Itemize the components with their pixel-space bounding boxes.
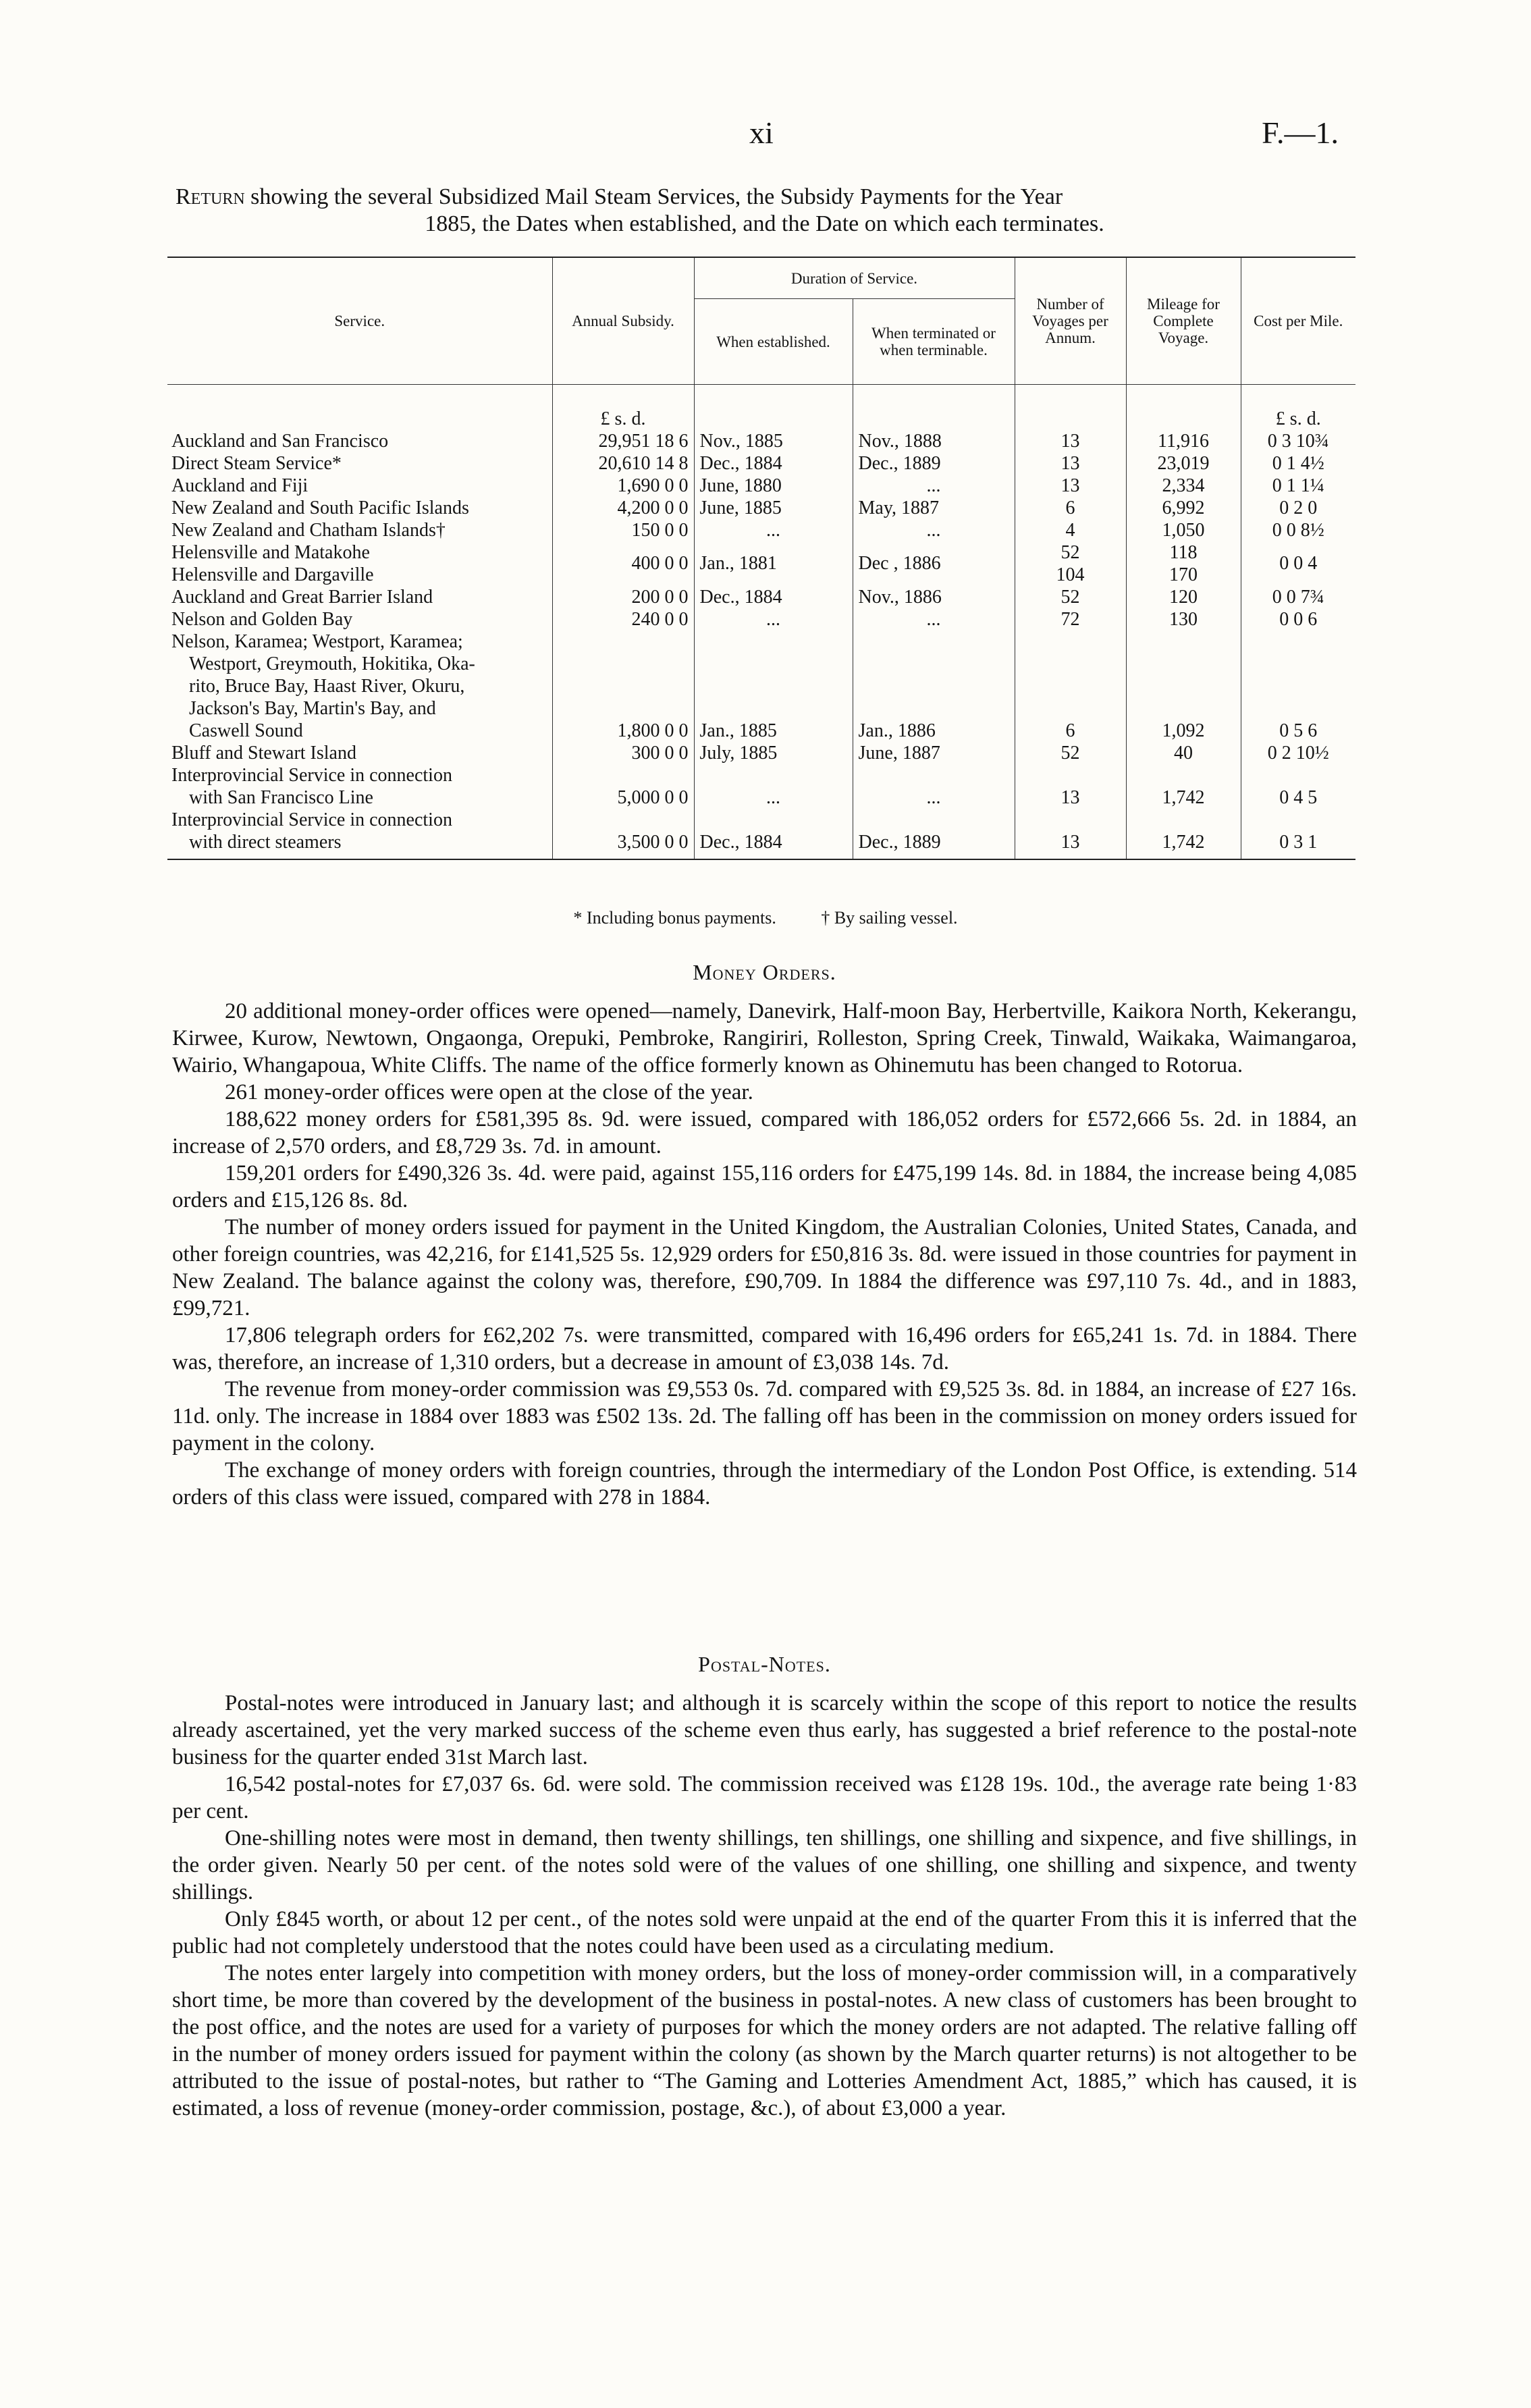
- cost-value: 0 0 7¾: [1272, 587, 1324, 608]
- money-orders-section: [172, 959, 1357, 1511]
- subsidy-value: 400 0 0: [631, 553, 689, 574]
- header-when-terminated: When terminated or when terminable.: [853, 299, 1015, 385]
- service-name-continued: Caswell Sound: [189, 720, 303, 741]
- terminated-value: Nov., 1888: [858, 431, 942, 452]
- cell-mileage: [1126, 764, 1241, 809]
- cell-service: [167, 452, 552, 475]
- table-row: [167, 631, 1355, 742]
- postal-notes-section: [172, 1651, 1357, 2122]
- cell-when-established: [694, 631, 853, 742]
- cell-when-terminated: [853, 452, 1015, 475]
- cost-value: 0 0 8½: [1272, 520, 1324, 541]
- cell-when-established: [694, 764, 853, 809]
- service-name-continued: rito, Bruce Bay, Haast River, Okuru,: [189, 676, 465, 697]
- subsidy-value: 240 0 0: [631, 609, 689, 630]
- header-duration: Duration of Service.: [694, 257, 1015, 299]
- cell-service: [167, 631, 552, 742]
- cell-voyages: [1015, 631, 1126, 742]
- voyages-value: 13: [1060, 431, 1080, 452]
- cell-when-established: [694, 497, 853, 519]
- cell-service: [167, 608, 552, 631]
- cell-when-established: [694, 475, 853, 497]
- subsidy-value: 20,610 14 8: [598, 453, 689, 474]
- cell-voyages: [1015, 586, 1126, 608]
- cell-when-established: [694, 430, 853, 452]
- cell-mileage: [1126, 497, 1241, 519]
- cell-cost-per-mile: [1241, 631, 1355, 742]
- money-orders-paragraph: 261 money-order offices were open at the close of the year.: [225, 1080, 753, 1104]
- cell-mileage: [1126, 475, 1241, 497]
- voyages-value: 72: [1060, 609, 1080, 630]
- established-value: ...: [766, 787, 780, 808]
- table-row: [167, 764, 1355, 809]
- cost-value: 0 2 0: [1279, 498, 1318, 518]
- mileage-value: 1,742: [1162, 787, 1205, 808]
- cell-when-terminated: [853, 430, 1015, 452]
- cell-annual-subsidy: [552, 497, 694, 519]
- money-orders-paragraph: 17,806 telegraph orders for £62,202 7s. were transmitted, compared with 16,496 orders for £65,241 1s. 7d. in 1884. There was, therefore, an increase of 1,310 orders, but a decrease in amount of £3,038 14s. 7d.: [172, 1323, 1357, 1374]
- cell-annual-subsidy: [552, 586, 694, 608]
- money-orders-paragraph: The exchange of money orders with foreign countries, through the intermediary of the London Post Office, is extending. 514 orders of this class were issued, compared with 278 in 1884.: [172, 1458, 1357, 1509]
- cell-mileage: [1126, 430, 1241, 452]
- money-orders-paragraph: 20 additional money-order offices were opened—namely, Danevirk, Half-moon Bay, Herbertville, Kaikora North, Kekerangu, Kirwee, Kurow, Newtown, Ongaonga, Orepuki, Pembroke, Rangiriri, Rolleston, Spring Creek, Tinwald, Waikaka, Waimangaroa, Wairio, Whangapoua, White Cliffs. The name of the office formerly known as Ohinemutu has been changed to Rotorua.: [172, 999, 1357, 1077]
- cell-cost-per-mile: [1241, 742, 1355, 764]
- mileage-value: 23,019: [1157, 453, 1210, 474]
- cell-voyages: [1015, 541, 1126, 586]
- subsidy-value: 200 0 0: [631, 587, 689, 608]
- cell-annual-subsidy: [552, 541, 694, 586]
- cost-value: 0 0 6: [1279, 609, 1318, 630]
- established-value: Dec., 1884: [699, 832, 782, 853]
- postal-notes-paragraph: One-shilling notes were most in demand, then twenty shillings, ten shillings, one shilling and sixpence, and five shillings, in the order given. Nearly 50 per cent. of the notes sold were of the values of one shilling, one shilling and sixpence, and twenty shillings.: [172, 1826, 1357, 1904]
- units-cost: £ s. d.: [1241, 385, 1355, 431]
- postal-notes-paragraph: Postal-notes were introduced in January last; and although it is scarcely within the scope of this report to notice the results already ascertained, yet the very marked success of the scheme even thus early, has suggested a brief reference to the postal-note business for the quarter ended 31st March last.: [172, 1691, 1357, 1769]
- money-orders-heading: Money Orders.: [693, 960, 836, 984]
- mileage-value: 118: [1169, 542, 1198, 563]
- cell-when-established: [694, 541, 853, 586]
- mail-services-table: [167, 257, 1355, 860]
- established-value: July, 1885: [699, 743, 778, 764]
- subsidy-value: 4,200 0 0: [617, 498, 689, 518]
- table-row: [167, 742, 1355, 764]
- cell-cost-per-mile: [1241, 475, 1355, 497]
- service-name-continued: with San Francisco Line: [189, 787, 373, 808]
- cell-when-terminated: [853, 809, 1015, 859]
- service-name-continued: Jackson's Bay, Martin's Bay, and: [189, 698, 436, 719]
- cell-voyages: [1015, 742, 1126, 764]
- cell-when-established: [694, 742, 853, 764]
- cell-service: [167, 430, 552, 452]
- cell-annual-subsidy: [552, 631, 694, 742]
- units-subsidy: £ s. d.: [552, 385, 694, 431]
- established-value: Jan., 1881: [699, 553, 777, 574]
- footnote-sailing: † By sailing vessel.: [821, 908, 958, 928]
- header-mileage: Mileage for Complete Voyage.: [1126, 257, 1241, 385]
- table-row: [167, 430, 1355, 452]
- established-value: Dec., 1884: [699, 587, 782, 608]
- cell-cost-per-mile: [1241, 519, 1355, 541]
- cell-voyages: [1015, 452, 1126, 475]
- subsidy-value: 300 0 0: [631, 743, 689, 764]
- voyages-value: 52: [1060, 743, 1080, 764]
- cell-mileage: [1126, 631, 1241, 742]
- service-name: Nelson, Karamea; Westport, Karamea;: [171, 631, 463, 652]
- service-name: New Zealand and Chatham Islands†: [171, 520, 446, 541]
- cell-annual-subsidy: [552, 430, 694, 452]
- cell-service: [167, 475, 552, 497]
- cell-voyages: [1015, 764, 1126, 809]
- cell-mileage: [1126, 541, 1241, 586]
- caption-line-2: 1885, the Dates when established, and the Date on which each terminates.: [425, 211, 1104, 236]
- voyages-value: 52: [1060, 587, 1080, 608]
- header-when-established: When established.: [694, 299, 853, 385]
- cost-value: 0 3 10¾: [1267, 431, 1329, 452]
- service-name: Nelson and Golden Bay: [171, 609, 353, 630]
- established-value: June, 1880: [699, 475, 782, 496]
- cost-value: 0 3 1: [1279, 832, 1318, 853]
- postal-notes-paragraph: 16,542 postal-notes for £7,037 6s. 6d. were sold. The commission received was £128 19s. 10d., the average rate being 1·83 per cent.: [172, 1772, 1357, 1823]
- voyages-value: 13: [1060, 787, 1080, 808]
- cell-annual-subsidy: [552, 809, 694, 859]
- terminated-value: ...: [926, 609, 941, 630]
- terminated-value: ...: [926, 475, 941, 496]
- cell-annual-subsidy: [552, 475, 694, 497]
- cell-mileage: [1126, 586, 1241, 608]
- cost-value: 0 2 10½: [1267, 743, 1329, 764]
- table-row: [167, 452, 1355, 475]
- postal-notes-paragraph: The notes enter largely into competition with money orders, but the loss of money-order commission will, in a comparatively short time, be more than covered by the development of the business in postal-notes. A new class of customers has been brought to the post office, and the notes are used for a variety of purposes for which the money orders are not adapted. The relative falling off in the number of money orders issued for payment within the colony (as shown by the March quarter returns) is not altogether to be attributed to the issue of postal-notes, but rather to “The Gaming and Lotteries Amendment Act, 1885,” which has caused, it is estimated, a loss of revenue (money-order commission, postage, &c.), of about £3,000 a year.: [172, 1961, 1357, 2120]
- voyages-value: 6: [1065, 498, 1075, 518]
- cell-when-established: [694, 586, 853, 608]
- service-name-secondary: Helensville and Dargaville: [171, 564, 374, 585]
- cost-value: 0 4 5: [1279, 787, 1318, 808]
- mileage-value: 6,992: [1162, 498, 1205, 518]
- cell-service: [167, 519, 552, 541]
- service-name: Auckland and Great Barrier Island: [171, 587, 433, 608]
- caption-line-1: showing the several Subsidized Mail Steam Services, the Subsidy Payments for the Year: [244, 184, 1063, 209]
- cell-when-terminated: [853, 475, 1015, 497]
- mileage-value: 2,334: [1162, 475, 1205, 496]
- mileage-value-secondary: 170: [1169, 564, 1198, 585]
- cell-cost-per-mile: [1241, 608, 1355, 631]
- postal-notes-paragraph: Only £845 worth, or about 12 per cent., of the notes sold were unpaid at the end of the quarter From this it is inferred that the public had not completely understood that the notes could have been used as a circulating medium.: [172, 1907, 1357, 1958]
- established-value: Jan., 1885: [699, 720, 777, 741]
- header-service: Service.: [167, 257, 552, 385]
- cell-voyages: [1015, 809, 1126, 859]
- terminated-value: Jan., 1886: [858, 720, 936, 741]
- cell-when-established: [694, 452, 853, 475]
- mileage-value: 1,092: [1162, 720, 1205, 741]
- cost-value: 0 5 6: [1279, 720, 1318, 741]
- service-name: Bluff and Stewart Island: [171, 743, 356, 764]
- subsidy-value: 1,800 0 0: [617, 720, 689, 741]
- header-cost: Cost per Mile.: [1241, 257, 1355, 385]
- cost-value: 0 1 1¼: [1272, 475, 1324, 496]
- subsidy-value: 150 0 0: [631, 520, 689, 541]
- service-name: Direct Steam Service*: [171, 453, 342, 474]
- voyages-value-secondary: 104: [1056, 564, 1085, 585]
- mileage-value: 120: [1169, 587, 1198, 608]
- established-value: ...: [766, 520, 780, 541]
- table-caption: [176, 184, 1353, 238]
- cell-when-terminated: [853, 742, 1015, 764]
- cell-mileage: [1126, 608, 1241, 631]
- terminated-value: May, 1887: [858, 498, 940, 518]
- terminated-value: ...: [926, 520, 941, 541]
- document-reference: F.—1.: [1262, 115, 1339, 150]
- cell-service: [167, 742, 552, 764]
- cell-when-terminated: [853, 586, 1015, 608]
- table-row: [167, 809, 1355, 859]
- cell-annual-subsidy: [552, 452, 694, 475]
- cell-when-terminated: [853, 631, 1015, 742]
- cell-voyages: [1015, 497, 1126, 519]
- terminated-value: Dec., 1889: [858, 453, 941, 474]
- cell-annual-subsidy: [552, 764, 694, 809]
- service-name: Interprovincial Service in connection: [171, 809, 452, 830]
- cell-when-established: [694, 608, 853, 631]
- cell-cost-per-mile: [1241, 430, 1355, 452]
- established-value: June, 1885: [699, 498, 782, 518]
- money-orders-paragraph: The revenue from money-order commission was £9,553 0s. 7d. compared with £9,525 3s. 8d. in 1884, an increase of £27 16s. 11d. only. The increase in 1884 over 1883 was £502 13s. 2d. The falling off has been in the commission on money orders issued for payment in the colony.: [172, 1377, 1357, 1455]
- cell-service: [167, 809, 552, 859]
- cell-voyages: [1015, 475, 1126, 497]
- established-value: Nov., 1885: [699, 431, 783, 452]
- mileage-value: 130: [1169, 609, 1198, 630]
- cell-when-established: [694, 519, 853, 541]
- table-row: [167, 608, 1355, 631]
- cell-when-terminated: [853, 608, 1015, 631]
- cell-mileage: [1126, 809, 1241, 859]
- terminated-value: Dec., 1889: [858, 832, 941, 853]
- cell-cost-per-mile: [1241, 764, 1355, 809]
- subsidy-value: 29,951 18 6: [598, 431, 689, 452]
- cell-cost-per-mile: [1241, 541, 1355, 586]
- mileage-value: 11,916: [1158, 431, 1209, 452]
- cell-mileage: [1126, 742, 1241, 764]
- terminated-value: Dec , 1886: [858, 553, 941, 574]
- footnote-bonus: * Including bonus payments.: [573, 908, 776, 928]
- money-orders-paragraph: The number of money orders issued for payment in the United Kingdom, the Australian Colonies, United States, Canada, and other foreign countries, was 42,216, for £141,525 5s. 12,929 orders for £50,816 3s. 8d. were issued in those countries for payment in New Zealand. The balance against the colony was, therefore, £90,709. In 1884 the difference was £97,110 7s. 4d., and in 1883, £99,721.: [172, 1215, 1357, 1320]
- table-footnotes: [0, 908, 1531, 928]
- header-voyages: Number of Voyages per Annum.: [1015, 257, 1126, 385]
- cell-annual-subsidy: [552, 519, 694, 541]
- cell-voyages: [1015, 430, 1126, 452]
- cell-voyages: [1015, 608, 1126, 631]
- voyages-value: 4: [1065, 520, 1075, 541]
- table-row: [167, 541, 1355, 586]
- table-row: [167, 475, 1355, 497]
- cell-service: [167, 541, 552, 586]
- table-row: [167, 497, 1355, 519]
- service-name: Auckland and San Francisco: [171, 431, 389, 452]
- terminated-value: June, 1887: [858, 743, 940, 764]
- cell-when-established: [694, 809, 853, 859]
- subsidy-value: 3,500 0 0: [617, 832, 689, 853]
- subsidy-value: 1,690 0 0: [617, 475, 689, 496]
- service-name-continued: with direct steamers: [189, 832, 342, 853]
- cell-service: [167, 497, 552, 519]
- cell-voyages: [1015, 519, 1126, 541]
- voyages-value: 6: [1065, 720, 1075, 741]
- cell-cost-per-mile: [1241, 497, 1355, 519]
- cell-service: [167, 586, 552, 608]
- money-orders-paragraph: 159,201 orders for £490,326 3s. 4d. were paid, against 155,116 orders for £475,199 14s. 8d. in 1884, the increase being 4,085 orders and £15,126 8s. 8d.: [172, 1161, 1357, 1212]
- service-name: Auckland and Fiji: [171, 475, 308, 496]
- terminated-value: ...: [926, 787, 941, 808]
- cell-cost-per-mile: [1241, 452, 1355, 475]
- cell-when-terminated: [853, 541, 1015, 586]
- header-annual-subsidy: Annual Subsidy.: [552, 257, 694, 385]
- service-name-continued: Westport, Greymouth, Hokitika, Oka-: [189, 653, 475, 674]
- mileage-value: 1,050: [1162, 520, 1205, 541]
- cell-mileage: [1126, 519, 1241, 541]
- cell-service: [167, 764, 552, 809]
- cell-mileage: [1126, 452, 1241, 475]
- voyages-value: 52: [1060, 542, 1080, 563]
- cell-when-terminated: [853, 764, 1015, 809]
- service-name: New Zealand and South Pacific Islands: [171, 498, 469, 518]
- money-orders-paragraph: 188,622 money orders for £581,395 8s. 9d. were issued, compared with 186,052 orders for £572,666 5s. 2d. in 1884, an increase of 2,570 orders, and £8,729 3s. 7d. in amount.: [172, 1107, 1357, 1158]
- voyages-value: 13: [1060, 832, 1080, 853]
- cell-when-terminated: [853, 497, 1015, 519]
- mileage-value: 1,742: [1162, 832, 1205, 853]
- voyages-value: 13: [1060, 475, 1080, 496]
- page-number: xi: [749, 115, 774, 150]
- table-row: [167, 519, 1355, 541]
- established-value: Dec., 1884: [699, 453, 782, 474]
- cell-annual-subsidy: [552, 742, 694, 764]
- cell-cost-per-mile: [1241, 809, 1355, 859]
- cell-when-terminated: [853, 519, 1015, 541]
- cost-value: 0 0 4: [1279, 553, 1318, 574]
- service-name: Interprovincial Service in connection: [171, 765, 452, 786]
- postal-notes-heading: Postal-Notes.: [698, 1652, 831, 1676]
- cost-value: 0 1 4½: [1272, 453, 1324, 474]
- established-value: ...: [766, 609, 780, 630]
- terminated-value: Nov., 1886: [858, 587, 942, 608]
- cell-cost-per-mile: [1241, 586, 1355, 608]
- mileage-value: 40: [1174, 743, 1193, 764]
- subsidy-value: 5,000 0 0: [617, 787, 689, 808]
- cell-annual-subsidy: [552, 608, 694, 631]
- voyages-value: 13: [1060, 453, 1080, 474]
- caption-lead: Return: [176, 184, 245, 209]
- service-name: Helensville and Matakohe: [171, 542, 370, 563]
- table-row: [167, 586, 1355, 608]
